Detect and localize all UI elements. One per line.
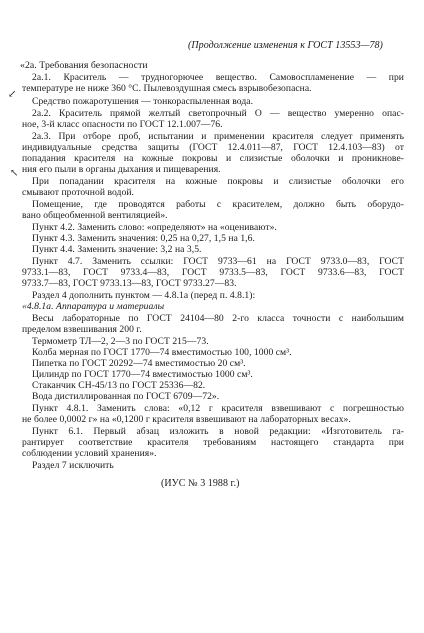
text-line: индивидуальные средства защиты (ГОСТ 12.4.011—87, ГОСТ 12.4.103—83) от — [22, 142, 404, 153]
text-line: ное, 3-й класс опасности по ГОСТ 12.1.007—76. — [22, 119, 223, 130]
text-line: Средство пожаротушения — тонкораспыленная вода. — [32, 96, 254, 107]
text-line: Термометр ТЛ—2, 2—3 по ГОСТ 215—73. — [32, 336, 209, 347]
text-line: 2а.1. Краситель — трудногорючее вещество. Самовоспламенение — при — [32, 72, 404, 83]
text-line: Колба мерная по ГОСТ 1770—74 вместимостью 100, 1000 см³. — [32, 347, 292, 358]
text-line: Пункт 4.8.1. Заменить слова: «0,12 г красителя взвешивают с погрешностью — [32, 403, 404, 414]
text-line: Пункт 4.2. Заменить слово: «определяют» на «оценивают». — [32, 222, 277, 233]
running-header: (Продолжение изменения к ГОСТ 13553—78) — [188, 40, 383, 51]
text-line: Цилиндр по ГОСТ 1770—74 вместимостью 1000 см³. — [32, 369, 253, 380]
text-line: 2а.2. Краситель прямой желтый светопрочный О — вещество умеренно опас- — [32, 108, 404, 119]
text-line: ния его пыли в органы дыхания и пищеварения. — [22, 164, 221, 175]
section-heading: «2а. Требования безопасности — [20, 60, 148, 71]
text-line: 9733.7—83, ГОСТ 9733.13—83, ГОСТ 9733.27—83. — [22, 278, 237, 289]
text-line: Весы лабораторные по ГОСТ 24104—80 2-го класса точности с наибольшим — [32, 313, 404, 324]
text-line: Пипетка по ГОСТ 20292—74 вместимостью 20 см³. — [32, 358, 246, 369]
text-line: Пункт 6.1. Первый абзац изложить в новой редакции: «Изготовитель га- — [32, 426, 404, 437]
text-line: соблюдении условий хранения». — [22, 448, 157, 459]
text-line: Вода дистиллированная по ГОСТ 6709—72». — [32, 391, 220, 402]
text-line: Раздел 7 исключить — [32, 460, 114, 471]
margin-mark: ↖ — [10, 168, 19, 179]
text-line: При попадании красителя на кожные покровы и слизистые оболочки его — [32, 176, 404, 187]
issue-footer: (ИУС № 3 1988 г.) — [161, 478, 240, 489]
text-line: 2а.3. При отборе проб, испытании и применении красителя следует применять — [32, 131, 404, 142]
text-line: 9733.1—83, ГОСТ 9733.4—83, ГОСТ 9733.5—83, ГОСТ 9733.6—83, ГОСТ — [22, 267, 404, 278]
text-line: смывают проточной водой. — [22, 187, 134, 198]
margin-mark: ↙ — [8, 89, 17, 100]
text-line: Пункт 4.4. Заменить значение: 3,2 на 3,5. — [32, 244, 202, 255]
text-line: Пункт 4.7. Заменить ссылки: ГОСТ 9733—61 на ГОСТ 9733.0—83, ГОСТ — [32, 256, 404, 267]
text-line: попадания красителя на кожные покровы и слизистые оболочки и проникнове- — [22, 153, 404, 164]
text-line: не более 0,0002 г» на «0,1200 г красителя взвешивают на лабораторных весах». — [22, 414, 351, 425]
text-line: Помещение, где проводятся работы с красителем, должно быть оборудо- — [32, 199, 404, 210]
text-line: Пункт 4.3. Заменить значения: 0,25 на 0,27, 1,5 на 1,6. — [32, 233, 255, 244]
text-line: рантирует соответствие красителя требованиям настоящего стандарта при — [22, 437, 404, 448]
text-line: Стаканчик СН-45/13 по ГОСТ 25336—82. — [32, 380, 206, 391]
text-line: вано общеобменной вентиляцией». — [22, 210, 168, 221]
text-line: пределом взвешивания 200 г. — [22, 324, 142, 335]
text-line: температуре не ниже 360 °С. Пылевоздушная смесь взрывобезопасна. — [22, 83, 312, 94]
text-line: «4.8.1а. Аппаратура и материалы — [22, 301, 165, 312]
text-line: Раздел 4 дополнить пунктом — 4.8.1а (перед п. 4.8.1): — [32, 290, 256, 301]
